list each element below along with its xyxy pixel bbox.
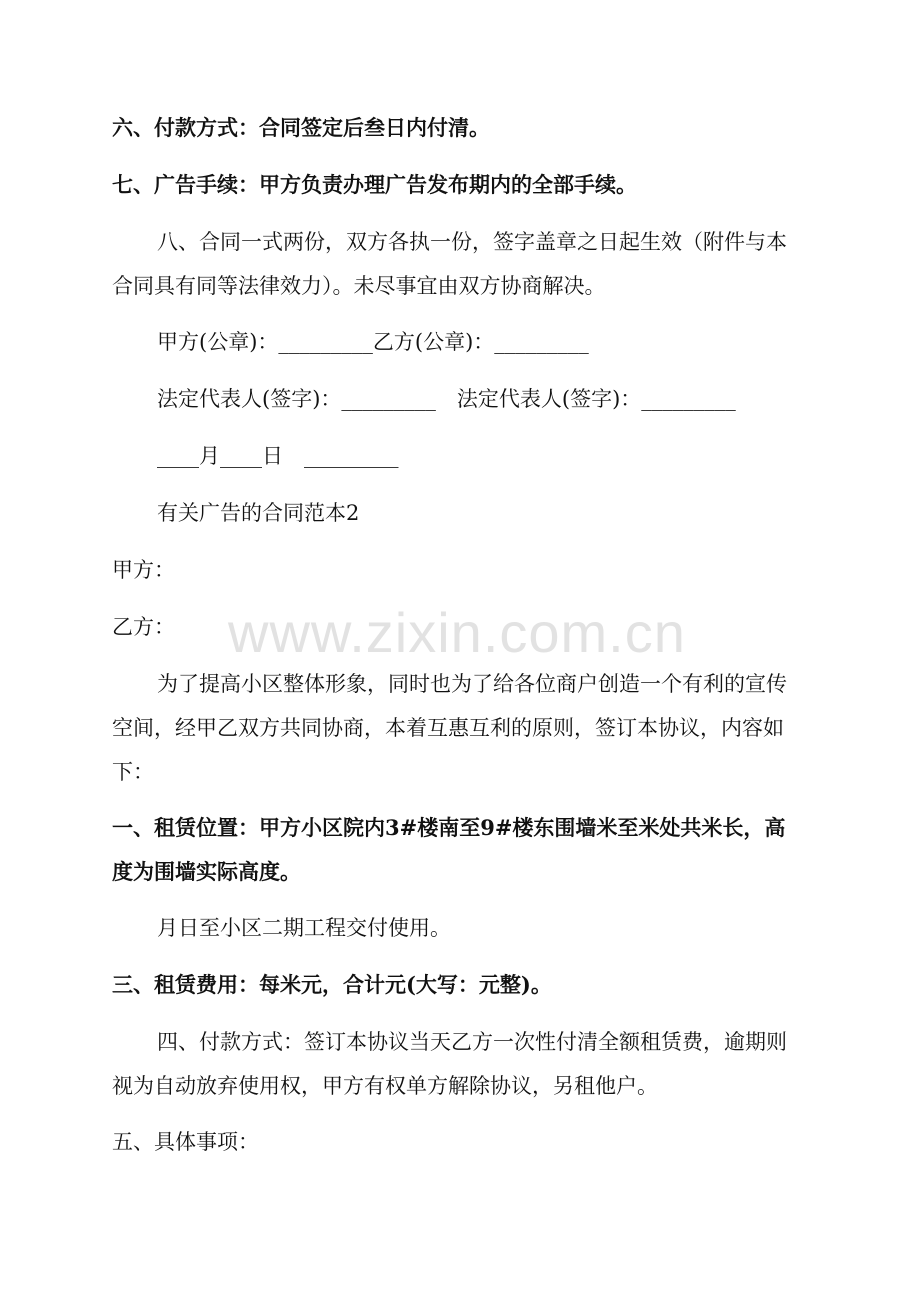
clause-7-procedures: 七、广告手续：甲方负责办理广告发布期内的全部手续。: [112, 172, 637, 197]
intro-line-1: 为了提高小区整体形象，同时也为了给各位商户创造一个有利的宣传: [157, 672, 787, 696]
clause-8-line-2: 合同具有同等法律效力）。未尽事宜由双方协商解决。: [112, 274, 606, 298]
clause-3-fee: 三、租赁费用：每米元，合计元(大写：元整)。: [112, 972, 552, 997]
party-b-label: 乙方：: [112, 615, 175, 639]
intro-line-2: 空间，经甲乙双方共同协商，本着互惠互利的原则，签订本协议，内容如: [112, 716, 784, 740]
clause-1-location-line-1: 一、租赁位置：甲方小区院内3#楼南至9#楼东围墙米至米处共米长，高: [112, 815, 786, 840]
clause-1-location-line-2: 度为围墙实际高度。: [112, 859, 301, 884]
intro-line-3: 下：: [112, 760, 154, 784]
section-title-template-2: 有关广告的合同范本2: [157, 501, 360, 525]
representative-signature-line: 法定代表人(签字)：_________ 法定代表人(签字)：_________: [157, 387, 736, 411]
clause-4-payment-line-1: 四、付款方式：签订本协议当天乙方一次性付清全额租赁费，逾期则: [157, 1030, 787, 1054]
clause-5-items: 五、具体事项：: [112, 1130, 259, 1154]
clause-8-line-1: 八、合同一式两份，双方各执一份，签字盖章之日起生效（附件与本: [157, 230, 787, 254]
seal-line: 甲方(公章)：_________乙方(公章)：_________: [157, 330, 589, 354]
clause-4-payment-line-2: 视为自动放弃使用权，甲方有权单方解除协议，另租他户。: [112, 1074, 658, 1098]
term-line: 月日至小区二期工程交付使用。: [157, 916, 451, 940]
party-a-label: 甲方：: [112, 558, 175, 582]
watermark: www.zixin.com.cn: [228, 601, 686, 664]
date-line: ____月____日 _________: [157, 444, 399, 468]
clause-6-payment: 六、付款方式：合同签定后叁日内付清。: [112, 115, 490, 140]
